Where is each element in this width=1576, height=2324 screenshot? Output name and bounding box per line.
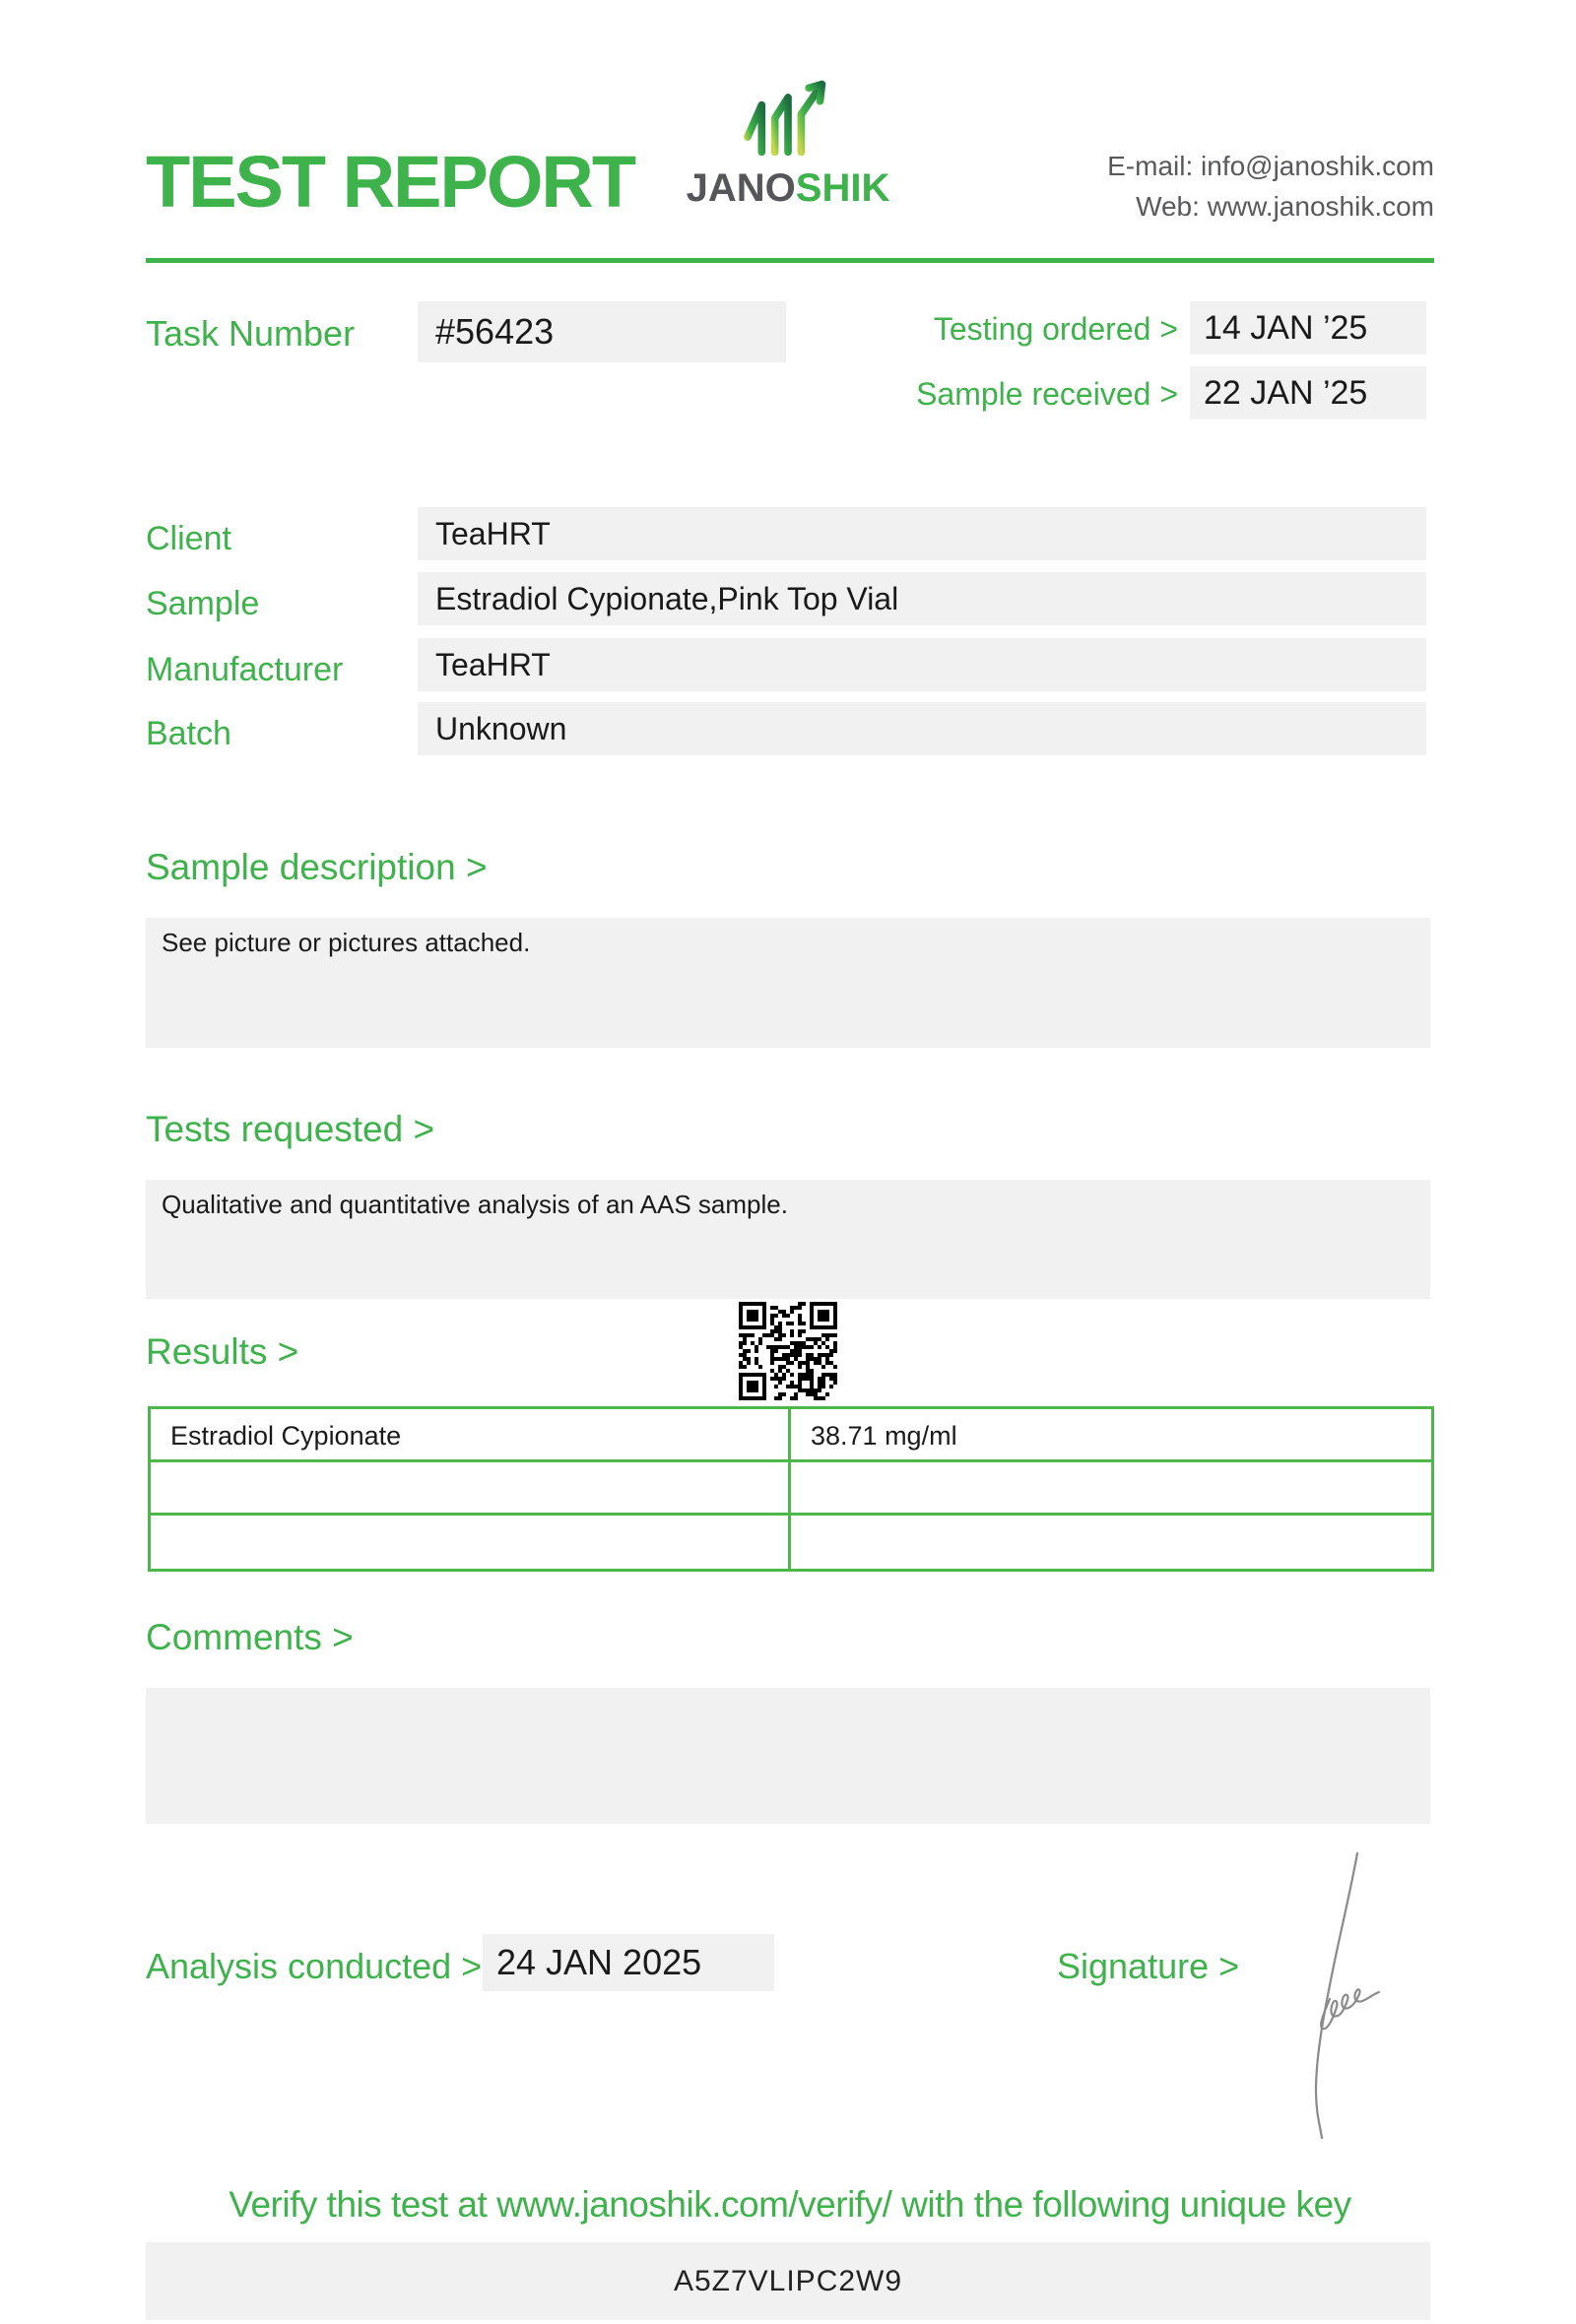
testing-ordered-value: 14 JAN ’25: [1190, 301, 1426, 355]
rising-chart-arrows-icon: [741, 77, 835, 164]
logo-wordmark-shik: SHIK: [795, 166, 890, 210]
batch-label: Batch: [146, 715, 231, 752]
result-empty-cell: [788, 1516, 1431, 1569]
tests-requested-box: Qualitative and quantitative analysis of an AAS sample.: [146, 1180, 1430, 1299]
testing-ordered-label: Testing ordered >: [933, 311, 1178, 347]
task-number-label: Task Number: [146, 313, 356, 354]
logo-wordmark: [687, 166, 890, 211]
sample-value: Estradiol Cypionate,Pink Top Vial: [418, 572, 1426, 625]
result-value-cell: 38.71 mg/ml: [788, 1409, 1431, 1462]
verify-instruction: Verify this test at www.janoshik.com/verify/ with the following unique key: [229, 2184, 1351, 2225]
signature-label: Signature >: [1057, 1946, 1240, 1986]
result-empty-cell: [151, 1516, 788, 1569]
contact-email: E-mail: info@janoshik.com: [1107, 151, 1434, 181]
batch-value: Unknown: [418, 702, 1426, 755]
contact-info: [1107, 146, 1434, 226]
logo-wordmark-jano: JANO: [686, 166, 796, 210]
result-compound-cell: Estradiol Cypionate: [151, 1409, 788, 1462]
result-empty-cell: [151, 1462, 788, 1516]
results-heading: Results >: [146, 1331, 299, 1372]
janoshik-logo: [678, 77, 898, 211]
task-number-value: #56423: [418, 301, 786, 362]
sample-description-heading: Sample description >: [146, 847, 488, 887]
manufacturer-value: TeaHRT: [418, 638, 1426, 691]
results-table: [148, 1406, 1434, 1572]
analysis-conducted-label: Analysis conducted >: [146, 1946, 483, 1986]
manufacturer-label: Manufacturer: [146, 651, 344, 688]
comments-heading: Comments >: [146, 1617, 354, 1657]
sample-received-label: Sample received >: [916, 376, 1178, 412]
sample-label: Sample: [146, 585, 260, 622]
result-empty-cell: [788, 1462, 1431, 1516]
header-divider: [146, 258, 1434, 263]
page-title: TEST REPORT: [146, 141, 635, 223]
sample-description-box: See picture or pictures attached.: [146, 918, 1430, 1048]
unique-key-value: A5Z7VLIPC2W9: [146, 2242, 1430, 2320]
client-value: TeaHRT: [418, 507, 1426, 560]
sample-received-value: 22 JAN ’25: [1190, 366, 1426, 420]
contact-web: Web: www.janoshik.com: [1136, 191, 1434, 222]
qr-code: [739, 1302, 837, 1405]
analysis-date-value: 24 JAN 2025: [483, 1934, 774, 1991]
tests-requested-heading: Tests requested >: [146, 1109, 435, 1149]
handwritten-signature: [1271, 1849, 1394, 2150]
client-label: Client: [146, 520, 231, 557]
comments-box: [146, 1688, 1430, 1824]
